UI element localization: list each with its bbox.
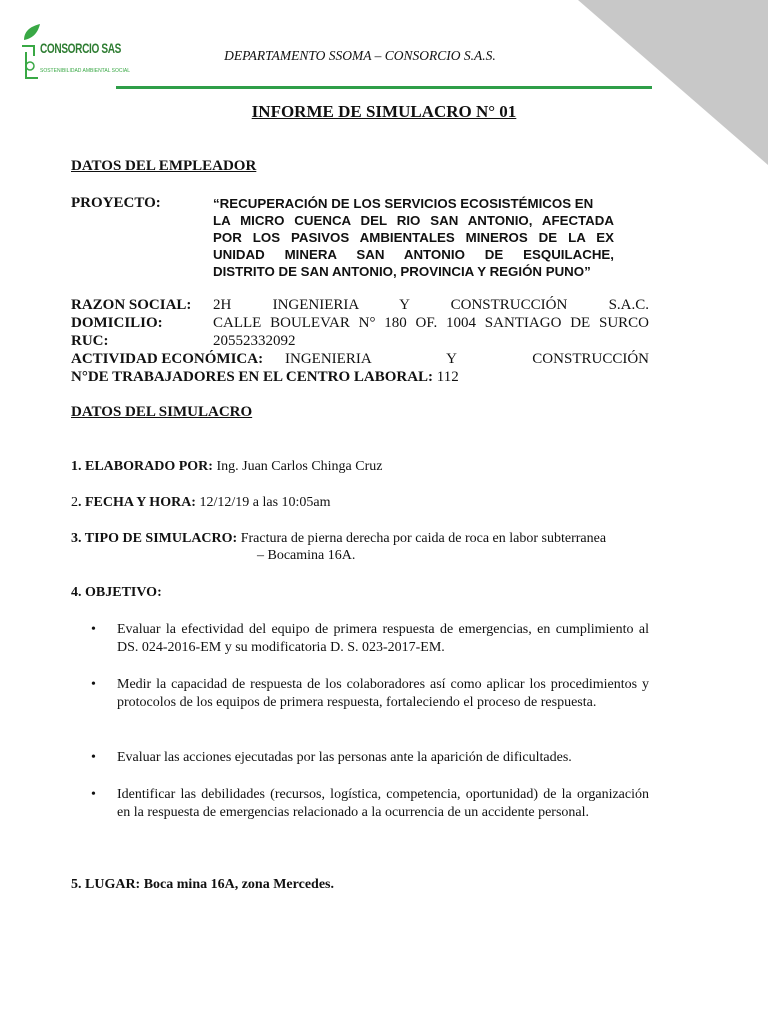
razon-social-row xyxy=(71,296,649,314)
actividad-row xyxy=(71,350,649,368)
tipo-label: 3. TIPO DE SIMULACRO: xyxy=(71,531,238,546)
list-item xyxy=(71,786,649,822)
objective-text: Medir la capacidad de respuesta de los colaboradores así como aplicar los procedimientos y protocolos de los equipos de primera respuesta, fortaleciendo el proceso de respuesta. xyxy=(117,677,649,710)
bullet-icon: • xyxy=(91,677,96,692)
domicilio-value: CALLE BOULEVAR N° 180 OF. 1004 SANTIAGO DE SURCO xyxy=(213,315,649,331)
project-line: POR LOS PASIVOS AMBIENTALES MINEROS DE LA EX xyxy=(213,230,614,245)
bullet-icon: • xyxy=(91,750,96,765)
logo-tagline: SOSTENIBILIDAD AMBIENTAL SOCIAL xyxy=(40,68,131,74)
fecha-label: . FECHA Y HORA: xyxy=(78,495,196,510)
elaborado-label: 1. ELABORADO POR: xyxy=(71,459,213,474)
corner-decoration xyxy=(578,0,768,165)
ruc-label: RUC: xyxy=(71,333,109,349)
tipo-value: Fractura de pierna derecha por caida de roca en labor subterranea xyxy=(240,531,607,546)
fecha-number: 2 xyxy=(71,495,78,510)
actividad-value: INGENIERIA Y CONSTRUCCIÓN xyxy=(285,351,649,367)
project-label: PROYECTO: xyxy=(71,195,161,211)
actividad-label: ACTIVIDAD ECONÓMICA: xyxy=(71,351,264,367)
drill-heading: DATOS DEL SIMULACRO xyxy=(71,404,253,420)
domicilio-label: DOMICILIO: xyxy=(71,315,163,331)
razon-social-label: RAZON SOCIAL: xyxy=(71,297,192,313)
project-description xyxy=(213,195,614,280)
tipo-continuation: – Bocamina 16A. xyxy=(257,548,356,563)
project-line: UNIDAD MINERA SAN ANTONIO DE ESQUILACHE, xyxy=(213,247,614,262)
list-item xyxy=(71,621,649,657)
ruc-value: 20552332092 xyxy=(213,333,296,349)
project-line: “RECUPERACIÓN DE LOS SERVICIOS ECOSISTÉMICOS EN xyxy=(213,196,594,211)
project-line: DISTRITO DE SAN ANTONIO, PROVINCIA Y REGIÓN PUNO” xyxy=(213,264,591,279)
bullet-icon: • xyxy=(91,787,96,802)
employer-heading: DATOS DEL EMPLEADOR xyxy=(71,158,257,174)
objective-text: Identificar las debilidades (recursos, logística, competencia, oportunidad) de la organización en la respuesta de emergencias relacionado a la ocurrencia de un accidente personal. xyxy=(117,787,649,820)
elaborado-row xyxy=(71,458,649,476)
logo-text: CONSORCIO SAS xyxy=(40,40,122,56)
bullet-icon: • xyxy=(91,622,96,637)
header-divider xyxy=(116,86,652,89)
department-header: DEPARTAMENTO SSOMA – CONSORCIO S.A.S. xyxy=(224,48,496,63)
list-item xyxy=(71,676,649,712)
objetivo-row xyxy=(71,584,649,602)
tipo-row xyxy=(71,530,649,548)
list-item xyxy=(71,749,649,767)
trabajadores-value: 112 xyxy=(436,369,459,385)
domicilio-row xyxy=(71,314,649,332)
razon-social-value: 2H INGENIERIA Y CONSTRUCCIÓN S.A.C. xyxy=(213,297,649,313)
objetivo-label: 4. OBJETIVO: xyxy=(71,585,162,600)
fecha-value: 12/12/19 a las 10:05am xyxy=(199,495,331,510)
elaborado-value: Ing. Juan Carlos Chinga Cruz xyxy=(216,459,383,474)
trabajadores-row xyxy=(71,368,649,386)
ruc-row xyxy=(71,332,649,350)
fecha-row xyxy=(71,494,649,512)
report-title: INFORME DE SIMULACRO N° 01 xyxy=(251,102,517,121)
objective-text: Evaluar la efectividad del equipo de primera respuesta de emergencias, en cumplimiento al DS. 024-2016-EM y su modificatoria D. S. 023-2017-EM. xyxy=(117,622,649,655)
lugar-row: 5. LUGAR: Boca mina 16A, zona Mercedes. xyxy=(71,877,334,892)
project-line: LA MICRO CUENCA DEL RIO SAN ANTONIO, AFECTADA xyxy=(213,213,614,228)
trabajadores-label: N°DE TRABAJADORES EN EL CENTRO LABORAL: xyxy=(71,369,434,385)
objective-text: Evaluar las acciones ejecutadas por las personas ante la aparición de dificultades. xyxy=(117,750,572,765)
